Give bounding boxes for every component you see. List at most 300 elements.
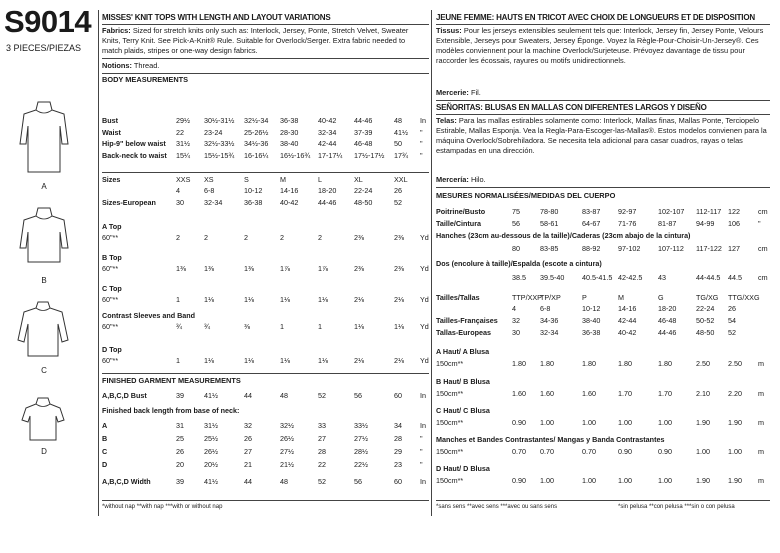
notions-line: Notions: Thread. xyxy=(102,61,160,70)
left-divider xyxy=(98,10,99,516)
cell-value: 0.90 xyxy=(658,447,672,456)
cell-value: 2⅛ xyxy=(354,356,364,365)
cell-value: 39.5-40 xyxy=(540,273,565,282)
view-c-sketch xyxy=(16,300,70,364)
row-label: D Haut/ D Blusa xyxy=(436,464,490,473)
cell-value: 1.00 xyxy=(582,418,596,427)
unit-label: " xyxy=(420,150,423,160)
row-label: 60"** xyxy=(102,233,119,242)
cell-value: 1⅞ xyxy=(318,264,328,273)
cell-value: 21½ xyxy=(280,460,294,469)
cell-value: XS xyxy=(204,175,214,184)
row-label: 150cm** xyxy=(436,476,464,485)
unit-label: m xyxy=(758,389,764,398)
cell-value: 0.90 xyxy=(618,447,632,456)
cell-value: 34-36 xyxy=(540,316,559,325)
cell-value: 1.80 xyxy=(540,359,554,368)
cell-value: 1 xyxy=(280,322,284,331)
cell-value: 34½-36 xyxy=(244,139,269,148)
cell-value: 1⅛ xyxy=(394,322,404,331)
metric-title: MESURES NORMALISÉES/MEDIDAS DEL CUERPO xyxy=(436,191,616,200)
cell-value: 36-38 xyxy=(582,328,601,337)
cell-value: 1.00 xyxy=(728,447,742,456)
cell-value: 36-38 xyxy=(244,198,263,207)
cell-value: 1.00 xyxy=(540,418,554,427)
body-measurements-title: BODY MEASUREMENTS xyxy=(102,75,189,84)
cell-value: 2⅜ xyxy=(394,264,404,273)
cell-value: 44-46 xyxy=(354,116,373,125)
cell-value: 44-46 xyxy=(658,328,677,337)
cell-value: 44-46 xyxy=(318,198,337,207)
cell-value: 29 xyxy=(394,447,402,456)
english-title: MISSES' KNIT TOPS WITH LENGTH AND LAYOUT VARIATIONS xyxy=(102,13,331,22)
cell-value: 75 xyxy=(512,207,520,216)
cell-value: 1.70 xyxy=(658,389,672,398)
cell-value: 2.20 xyxy=(728,389,742,398)
row-label: A xyxy=(102,421,108,430)
cell-value: 31½ xyxy=(176,139,190,148)
cell-value: 26 xyxy=(394,186,402,195)
cell-value: 60 xyxy=(394,477,402,486)
cell-value: 2 xyxy=(176,233,180,242)
row-label: Hanches (23cm au-dessous de la taille)/Caderas (23cm abajo de la cintura) xyxy=(436,231,691,240)
row-label: Tailles/Tallas xyxy=(436,293,480,302)
pieces-count: 3 PIECES/PIEZAS xyxy=(6,43,82,53)
unit-label: m xyxy=(758,418,764,427)
cell-value: 2⅛ xyxy=(394,295,404,304)
cell-value: 41½ xyxy=(204,477,218,486)
row-label: Manches et Bandes Contrastantes/ Mangas y Banda Contrastantes xyxy=(436,435,665,444)
rule xyxy=(436,24,770,25)
cell-value: 1⅛ xyxy=(318,356,328,365)
view-d-label: D xyxy=(41,447,47,456)
cell-value: 1.60 xyxy=(540,389,554,398)
cell-value: 22 xyxy=(318,460,326,469)
cell-value: 22½ xyxy=(354,460,368,469)
cell-value: 64-67 xyxy=(582,219,601,228)
cell-value: 6-8 xyxy=(204,186,215,195)
cell-value: 2 xyxy=(244,233,248,242)
cell-value: 1⅜ xyxy=(204,264,214,273)
spanish-title: SEÑORITAS: BLUSAS EN MALLAS CON DIFERENTES LARGOS Y DISEÑO xyxy=(436,103,707,112)
cell-value: 1⅛ xyxy=(354,322,364,331)
finished-measurements-title: FINISHED GARMENT MEASUREMENTS xyxy=(102,376,241,385)
cell-value: 28 xyxy=(394,434,402,443)
row-label: 60"** xyxy=(102,322,119,331)
row-label: Tailles-Françaises xyxy=(436,316,498,325)
cell-value: 127 xyxy=(728,244,740,253)
cell-value: 1 xyxy=(176,356,180,365)
row-label: 60"** xyxy=(102,295,119,304)
cell-value: 1⅛ xyxy=(244,356,254,365)
cell-value: 83-87 xyxy=(582,207,601,216)
cell-value: L xyxy=(318,175,322,184)
cell-value: 1.60 xyxy=(512,389,526,398)
row-label: Contrast Sleeves and Band xyxy=(102,311,196,320)
cell-value: 29½ xyxy=(176,116,190,125)
cell-value: 30½-31½ xyxy=(204,116,235,125)
rule xyxy=(102,24,429,25)
rule xyxy=(102,73,429,74)
row-label: B Haut/ B Blusa xyxy=(436,377,490,386)
row-label: Back-neck to waist xyxy=(102,150,167,160)
cell-value: 1⅛ xyxy=(204,356,214,365)
english-footnote: *without nap **with nap ***with or without nap xyxy=(102,504,223,510)
cell-value: TTP/XXP xyxy=(512,293,542,302)
cell-value: 18-20 xyxy=(318,186,337,195)
cell-value: 2⅜ xyxy=(354,264,364,273)
cell-value: 32-34 xyxy=(204,198,223,207)
cell-value: 0.70 xyxy=(512,447,526,456)
cell-value: 1.80 xyxy=(582,359,596,368)
cell-value: 1.60 xyxy=(582,389,596,398)
cell-value: M xyxy=(618,293,624,302)
cell-value: 33½ xyxy=(354,421,368,430)
row-label: A Top xyxy=(102,222,122,231)
cell-value: 38.5 xyxy=(512,273,526,282)
unit-label: In xyxy=(420,391,426,400)
cell-value: 32 xyxy=(244,421,252,430)
cell-value: 44 xyxy=(244,391,252,400)
cell-value: 92-97 xyxy=(618,207,637,216)
unit-label: m xyxy=(758,447,764,456)
unit-label: cm xyxy=(758,273,768,282)
cell-value: 97-102 xyxy=(618,244,641,253)
cell-value: 22-24 xyxy=(354,186,373,195)
cell-value: 78-80 xyxy=(540,207,559,216)
cell-value: 31½ xyxy=(204,421,218,430)
cell-value: 1⅜ xyxy=(176,264,186,273)
cell-value: 1.00 xyxy=(618,476,632,485)
row-label: Waist xyxy=(102,127,121,137)
cell-value: 1⅛ xyxy=(244,295,254,304)
cell-value: 27 xyxy=(318,434,326,443)
cell-value: 17½-17½ xyxy=(354,150,385,160)
unit-label: Yd xyxy=(420,295,429,304)
cell-value: 43 xyxy=(658,273,666,282)
row-label: D Top xyxy=(102,345,122,354)
cell-value: 2 xyxy=(318,233,322,242)
cell-value: 25½ xyxy=(204,434,218,443)
cell-value: 2⅜ xyxy=(354,233,364,242)
cell-value: TG/XG xyxy=(696,293,719,302)
view-b-label: B xyxy=(41,276,47,285)
cell-value: 102-107 xyxy=(658,207,685,216)
merceria-line: Mercería: Hilo. xyxy=(436,175,486,184)
cell-value: 1.90 xyxy=(696,418,710,427)
row-label: A Haut/ A Blusa xyxy=(436,347,490,356)
unit-label: In xyxy=(420,477,426,486)
cell-value: 83-85 xyxy=(540,244,559,253)
row-label: Tallas-Europeas xyxy=(436,328,491,337)
cell-value: 1.80 xyxy=(658,359,672,368)
unit-label: " xyxy=(420,434,423,443)
cell-value: 2⅜ xyxy=(394,233,404,242)
row-label: 150cm** xyxy=(436,359,464,368)
rule xyxy=(102,500,429,501)
cell-value: 0.70 xyxy=(540,447,554,456)
unit-label: " xyxy=(420,460,423,469)
cell-value: 2 xyxy=(280,233,284,242)
row-label: Sizes xyxy=(102,175,121,184)
unit-label: m xyxy=(758,476,764,485)
row-label: Bust xyxy=(102,116,118,125)
cell-value: 25-26½ xyxy=(244,127,269,137)
cell-value: 48 xyxy=(394,116,402,125)
cell-value: 36-38 xyxy=(280,116,299,125)
french-title: JEUNE FEMME: HAUTS EN TRICOT AVEC CHOIX DE LONGUEURS ET DE DISPOSITION xyxy=(436,13,755,22)
cell-value: 1.80 xyxy=(618,359,632,368)
unit-label: " xyxy=(420,139,423,148)
row-label: Poitrine/Busto xyxy=(436,207,486,216)
cell-value: 1.70 xyxy=(618,389,632,398)
cell-value: 4 xyxy=(512,304,516,313)
cell-value: 1⅛ xyxy=(204,295,214,304)
cell-value: 40.5-41.5 xyxy=(582,273,613,282)
cell-value: 44-44.5 xyxy=(696,273,721,282)
cell-value: 38-40 xyxy=(582,316,601,325)
cell-value: 2⅛ xyxy=(354,295,364,304)
cell-value: 32-34 xyxy=(540,328,559,337)
row-label: Sizes-European xyxy=(102,198,156,207)
cell-value: 1 xyxy=(176,295,180,304)
row-label: 150cm** xyxy=(436,447,464,456)
cell-value: 32 xyxy=(512,316,520,325)
row-label: Hip-9" below waist xyxy=(102,139,166,148)
unit-label: cm xyxy=(758,244,768,253)
cell-value: 32-34 xyxy=(318,127,337,137)
cell-value: 20 xyxy=(176,460,184,469)
row-label: 150cm** xyxy=(436,418,464,427)
unit-label: Yd xyxy=(420,322,429,331)
row-label: Taille/Cintura xyxy=(436,219,481,228)
tissus-paragraph: Tissus: Pour les jerseys extensibles seulement tels que: Interlock, Jersey fin, Jersey Ponte, Velours Extensible, Jerseys pour Sweaters, Jersey Éponge. Voyez la Règle-Pour-Choisir-Un-Jersey®. Ces modèles conviennent pour la machine Overlock/Surjeteuse. Prévoyez davantage de tissu pour raccorder les écossais, rayures ou motifs unidirectionnels. xyxy=(436,26,764,65)
cell-value: 39 xyxy=(176,391,184,400)
row-label: 60"** xyxy=(102,356,119,365)
cell-value: 1.00 xyxy=(582,476,596,485)
cell-value: 23 xyxy=(394,460,402,469)
cell-value: 26½ xyxy=(280,434,294,443)
french-footnote: *sans sens **avec sens ***avec ou sans sens xyxy=(436,504,558,510)
view-a-sketch xyxy=(18,100,70,180)
cell-value: 15¼ xyxy=(176,150,190,160)
pattern-number: S9014 xyxy=(4,4,92,39)
cell-value: 33 xyxy=(318,421,326,430)
rule xyxy=(102,373,429,374)
cell-value: 17-17¼ xyxy=(318,150,343,160)
cell-value: XXS xyxy=(176,175,191,184)
cell-value: 31 xyxy=(176,421,184,430)
cell-value: 22-24 xyxy=(696,304,715,313)
cell-value: 1 xyxy=(318,322,322,331)
row-label: A,B,C,D Bust xyxy=(102,391,147,400)
cell-value: 42-44 xyxy=(618,316,637,325)
cell-value: 38-40 xyxy=(280,139,299,148)
view-d-sketch xyxy=(18,396,68,444)
cell-value: 28-30 xyxy=(280,127,299,137)
row-label: Finished back length from base of neck: xyxy=(102,406,240,415)
unit-label: " xyxy=(420,127,423,137)
cell-value: 1.90 xyxy=(728,418,742,427)
unit-label: In xyxy=(420,421,426,430)
cell-value: 32½-33½ xyxy=(204,139,235,148)
cell-value: 10-12 xyxy=(582,304,601,313)
cell-value: 21 xyxy=(244,460,252,469)
cell-value: 58-61 xyxy=(540,219,559,228)
cell-value: 60 xyxy=(394,391,402,400)
cell-value: 10-12 xyxy=(244,186,263,195)
cell-value: 44 xyxy=(244,477,252,486)
cell-value: 0.70 xyxy=(582,447,596,456)
row-label: B xyxy=(102,434,108,443)
cell-value: 25 xyxy=(176,434,184,443)
cell-value: TP/XP xyxy=(540,293,561,302)
cell-value: 48-50 xyxy=(354,198,373,207)
row-label: Dos (encolure à taille)/Espalda (escote a cintura) xyxy=(436,259,602,268)
cell-value: 26 xyxy=(176,447,184,456)
cell-value: 26 xyxy=(728,304,736,313)
cell-value: 56 xyxy=(354,391,362,400)
cell-value: 46-48 xyxy=(354,139,373,148)
unit-label: Yd xyxy=(420,233,429,242)
cell-value: 44.5 xyxy=(728,273,742,282)
cell-value: 52 xyxy=(318,391,326,400)
rule xyxy=(436,114,770,115)
row-label: 60"** xyxy=(102,264,119,273)
cell-value: 32½ xyxy=(280,421,294,430)
cell-value: 16½-16¾ xyxy=(280,150,311,160)
cell-value: 41½ xyxy=(394,127,408,137)
unit-label: In xyxy=(420,116,426,125)
cell-value: P xyxy=(582,293,587,302)
cell-value: 2.50 xyxy=(728,359,742,368)
cell-value: 27 xyxy=(244,447,252,456)
cell-value: 54 xyxy=(728,316,736,325)
telas-paragraph: Telas: Para las mallas estirables solamente como: Interlock, Mallas finas, Mallas Ponte, Terciopelo Estirable, Mallas Esponja. Vea la Regla-Para-Escoger-las-Mallas®. Estos modelos convienen para la máquina Overlock/Sobrehiladora. Se necesita tela adicional para casar cuadros, rayas o telas estampadas en una dirección. xyxy=(436,116,767,155)
unit-label: cm xyxy=(758,207,768,216)
rule xyxy=(436,500,770,501)
rule xyxy=(102,58,429,59)
row-label: C Haut/ C Blusa xyxy=(436,406,490,415)
cell-value: 56 xyxy=(354,477,362,486)
cell-value: 1⅛ xyxy=(280,356,290,365)
cell-value: 34 xyxy=(394,421,402,430)
cell-value: 40-42 xyxy=(280,198,299,207)
cell-value: 52 xyxy=(394,198,402,207)
cell-value: 48 xyxy=(280,391,288,400)
cell-value: 2.10 xyxy=(696,389,710,398)
cell-value: 30 xyxy=(512,328,520,337)
unit-label: " xyxy=(420,447,423,456)
cell-value: 2 xyxy=(204,233,208,242)
view-c-label: C xyxy=(41,366,47,375)
cell-value: 28½ xyxy=(354,447,368,456)
center-divider xyxy=(431,10,432,516)
cell-value: 23-24 xyxy=(204,127,223,137)
spanish-footnote: *sin pelusa **con pelusa ***sin o con pelusa xyxy=(618,504,735,510)
cell-value: 41½ xyxy=(204,391,218,400)
cell-value: 26½ xyxy=(204,447,218,456)
cell-value: G xyxy=(658,293,664,302)
cell-value: 52 xyxy=(728,328,736,337)
rule xyxy=(436,100,770,101)
cell-value: 1.80 xyxy=(512,359,526,368)
cell-value: 0.90 xyxy=(512,476,526,485)
cell-value: 117-122 xyxy=(696,244,722,253)
cell-value: 52 xyxy=(318,477,326,486)
cell-value: 40-42 xyxy=(318,116,337,125)
cell-value: M xyxy=(280,175,286,184)
rule xyxy=(436,187,770,188)
view-a-label: A xyxy=(41,182,47,191)
cell-value: 1⅛ xyxy=(280,295,290,304)
cell-value: ⅜ xyxy=(244,322,250,331)
cell-value: 18-20 xyxy=(658,304,677,313)
cell-value: 20½ xyxy=(204,460,218,469)
cell-value: 17¾ xyxy=(394,150,408,160)
cell-value: 71-76 xyxy=(618,219,637,228)
cell-value: 42-42.5 xyxy=(618,273,643,282)
cell-value: 27½ xyxy=(280,447,294,456)
cell-value: 32½-34 xyxy=(244,116,269,125)
row-label: 150cm** xyxy=(436,389,464,398)
cell-value: 56 xyxy=(512,219,520,228)
cell-value: 6-8 xyxy=(540,304,551,313)
cell-value: 16-16¼ xyxy=(244,150,269,160)
cell-value: 42-44 xyxy=(318,139,337,148)
cell-value: 4 xyxy=(176,186,180,195)
cell-value: ¾ xyxy=(176,322,182,331)
cell-value: XL xyxy=(354,175,363,184)
cell-value: 14-16 xyxy=(280,186,299,195)
cell-value: 50 xyxy=(394,139,402,148)
row-label: C Top xyxy=(102,284,122,293)
cell-value: 1.90 xyxy=(696,476,710,485)
unit-label: m xyxy=(758,359,764,368)
cell-value: S xyxy=(244,175,249,184)
view-b-sketch xyxy=(18,206,70,272)
cell-value: 1.00 xyxy=(658,476,672,485)
cell-value: 26 xyxy=(244,434,252,443)
cell-value: 2.50 xyxy=(696,359,710,368)
cell-value: 28 xyxy=(318,447,326,456)
cell-value: 46-48 xyxy=(658,316,677,325)
cell-value: 22 xyxy=(176,127,184,137)
cell-value: 30 xyxy=(176,198,184,207)
cell-value: 107-112 xyxy=(658,244,684,253)
cell-value: XXL xyxy=(394,175,408,184)
row-label: C xyxy=(102,447,108,456)
unit-label: Yd xyxy=(420,356,429,365)
cell-value: 1⅛ xyxy=(318,295,328,304)
cell-value: 1.00 xyxy=(540,476,554,485)
mercerie-line: Mercerie: Fil. xyxy=(436,88,481,97)
cell-value: 80 xyxy=(512,244,520,253)
row-label: B Top xyxy=(102,253,122,262)
cell-value: 15½-15¾ xyxy=(204,150,235,160)
cell-value: 48 xyxy=(280,477,288,486)
cell-value: 2⅛ xyxy=(394,356,404,365)
cell-value: 106 xyxy=(728,219,740,228)
cell-value: 1⅜ xyxy=(244,264,254,273)
cell-value: 1.90 xyxy=(728,476,742,485)
cell-value: 81-87 xyxy=(658,219,677,228)
cell-value: 94-99 xyxy=(696,219,715,228)
cell-value: 14-16 xyxy=(618,304,637,313)
fabrics-paragraph: Fabrics: Sized for stretch knits only such as: Interlock, Jersey, Ponte, Stretch Velvet, Sweater Knits, Terry Knit. See Pick-A-Knit® Rule. Suitable for Overlock/Serger. Extra fabric needed to match plaids, stripes or one-way design fabrics. xyxy=(102,26,409,55)
unit-label: Yd xyxy=(420,264,429,273)
cell-value: ¾ xyxy=(204,322,210,331)
